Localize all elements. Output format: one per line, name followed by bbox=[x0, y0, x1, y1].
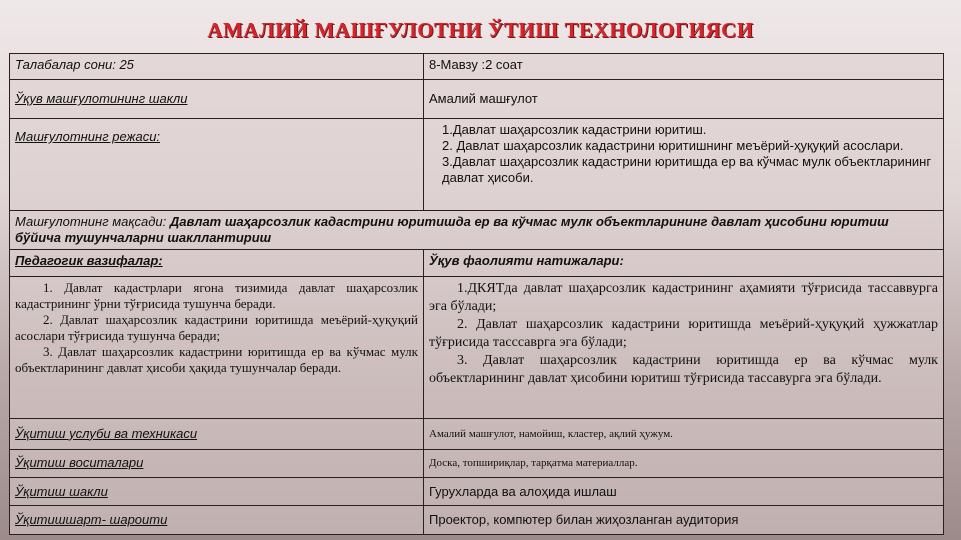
result-items-cell bbox=[424, 276, 944, 418]
cond-value: Проектор, компютер билан жиҳозланган аудитория bbox=[429, 512, 739, 528]
list-item: 2. Давлат шаҳарсозлик кадастрини юритишда меъёрий-ҳуқуқий ҳужжатлар тўғрисида тасссаврга эга бўлади; bbox=[429, 316, 938, 350]
list-item: 3. Давлат шаҳарсозлик кадастрини юритишда ер ва кўчмас мулк объектларининг давлат ҳисоби ҳақида тушунчалар беради. bbox=[15, 343, 418, 375]
mode-value: Гурухларда ва алоҳида ишлаш bbox=[429, 483, 617, 499]
mode-label-cell bbox=[10, 478, 424, 506]
list-item: 3.Давлат шаҳарсозлик кадастрини юритишда ер ва кўчмас мулк объектларининг давлат ҳисоби. bbox=[442, 154, 932, 186]
mode-value-cell bbox=[424, 478, 944, 506]
ped-label-cell bbox=[10, 250, 424, 276]
form-value-cell bbox=[424, 80, 944, 119]
method-label: Ўқитиш услуби ва техникаси bbox=[15, 425, 198, 441]
goal-cell bbox=[10, 210, 944, 250]
topic-cell bbox=[424, 54, 944, 80]
tools-label-cell bbox=[10, 449, 424, 477]
table-row bbox=[10, 478, 944, 506]
cond-value-cell bbox=[424, 506, 944, 535]
ped-items-cell bbox=[10, 276, 424, 418]
plan-label: Машғулотнинг режаси: bbox=[15, 129, 161, 145]
table-row bbox=[10, 250, 944, 276]
plan-list bbox=[434, 122, 938, 186]
goal-label: Машғулотнинг мақсади: bbox=[15, 213, 167, 229]
tools-value: Доска, топшириқлар, тарқатма материаллар. bbox=[429, 457, 638, 470]
list-item: 1.Давлат шаҳарсозлик кадастрини юритиш. bbox=[442, 122, 707, 138]
table-row bbox=[10, 276, 944, 418]
form-value: Амалий машғулот bbox=[429, 91, 538, 107]
table-row bbox=[10, 210, 944, 250]
table-row bbox=[10, 419, 944, 450]
tools-label: Ўқитиш воситалари bbox=[15, 455, 144, 471]
method-value-cell bbox=[424, 419, 944, 450]
mode-label: Ўқитиш шакли bbox=[15, 483, 108, 499]
table-row bbox=[10, 506, 944, 535]
students-text: Талабалар сони: 25 bbox=[15, 57, 134, 72]
cond-label-cell bbox=[10, 506, 424, 535]
form-label: Ўқув машғулотининг шакли bbox=[15, 91, 188, 107]
tools-value-cell bbox=[424, 449, 944, 477]
cond-label: Ўқитишшарт- шароити bbox=[15, 512, 168, 528]
plan-label-cell bbox=[10, 119, 424, 211]
lesson-table bbox=[9, 53, 944, 535]
results-label-cell bbox=[424, 250, 944, 276]
form-label-cell bbox=[10, 80, 424, 119]
list-item: 3. Давлат шаҳарсозлик кадастрини юритишда ер ва кўчмас мулк объектларининг давлат ҳисобини юритиш тўғрисида тассавурга эга бўлади. bbox=[429, 352, 938, 386]
goal-text: Давлат шаҳарсозлик кадастрини юритишда ер ва кўчмас мулк объектларининг давлат ҳисобини юритиш бўйича тушунчаларни шакллантириш bbox=[15, 213, 889, 245]
list-item: 1. Давлат кадастрлари ягона тизимида давлат шаҳарсозлик кадастрининг ўрни тўғрисида тушунча беради. bbox=[15, 279, 418, 311]
table-row bbox=[10, 449, 944, 477]
list-item: 2. Давлат шаҳарсозлик кадастрини юритишда меъёрий-ҳуқуқий асослари тўғрисида тушунча беради; bbox=[15, 311, 418, 343]
plan-items-cell bbox=[424, 119, 944, 211]
method-value: Амалий машғулот, намойиш, кластер, ақлий ҳужум. bbox=[429, 427, 673, 440]
topic-text: 8-Мавзу :2 соат bbox=[429, 57, 523, 72]
page-title: АМАЛИЙ МАШҒУЛОТНИ ЎТИШ ТЕХНОЛОГИЯСИ bbox=[207, 18, 754, 42]
list-item: 1.ДКЯТда давлат шаҳарсозлик кадастрининг аҳамияти тўғрисида тассаввурга эга бўлади; bbox=[429, 280, 938, 314]
method-label-cell bbox=[10, 419, 424, 450]
table-row bbox=[10, 119, 944, 211]
table-row bbox=[10, 54, 944, 80]
list-item: 2. Давлат шаҳарсозлик кадастрини юритишнинг меъёрий-ҳуқуқий асослари. bbox=[442, 138, 904, 154]
students-cell bbox=[10, 54, 424, 80]
results-label: Ўқув фаолияти натижалари: bbox=[429, 253, 624, 269]
ped-label: Педагогик вазифалар: bbox=[15, 253, 163, 269]
table-row bbox=[10, 80, 944, 119]
